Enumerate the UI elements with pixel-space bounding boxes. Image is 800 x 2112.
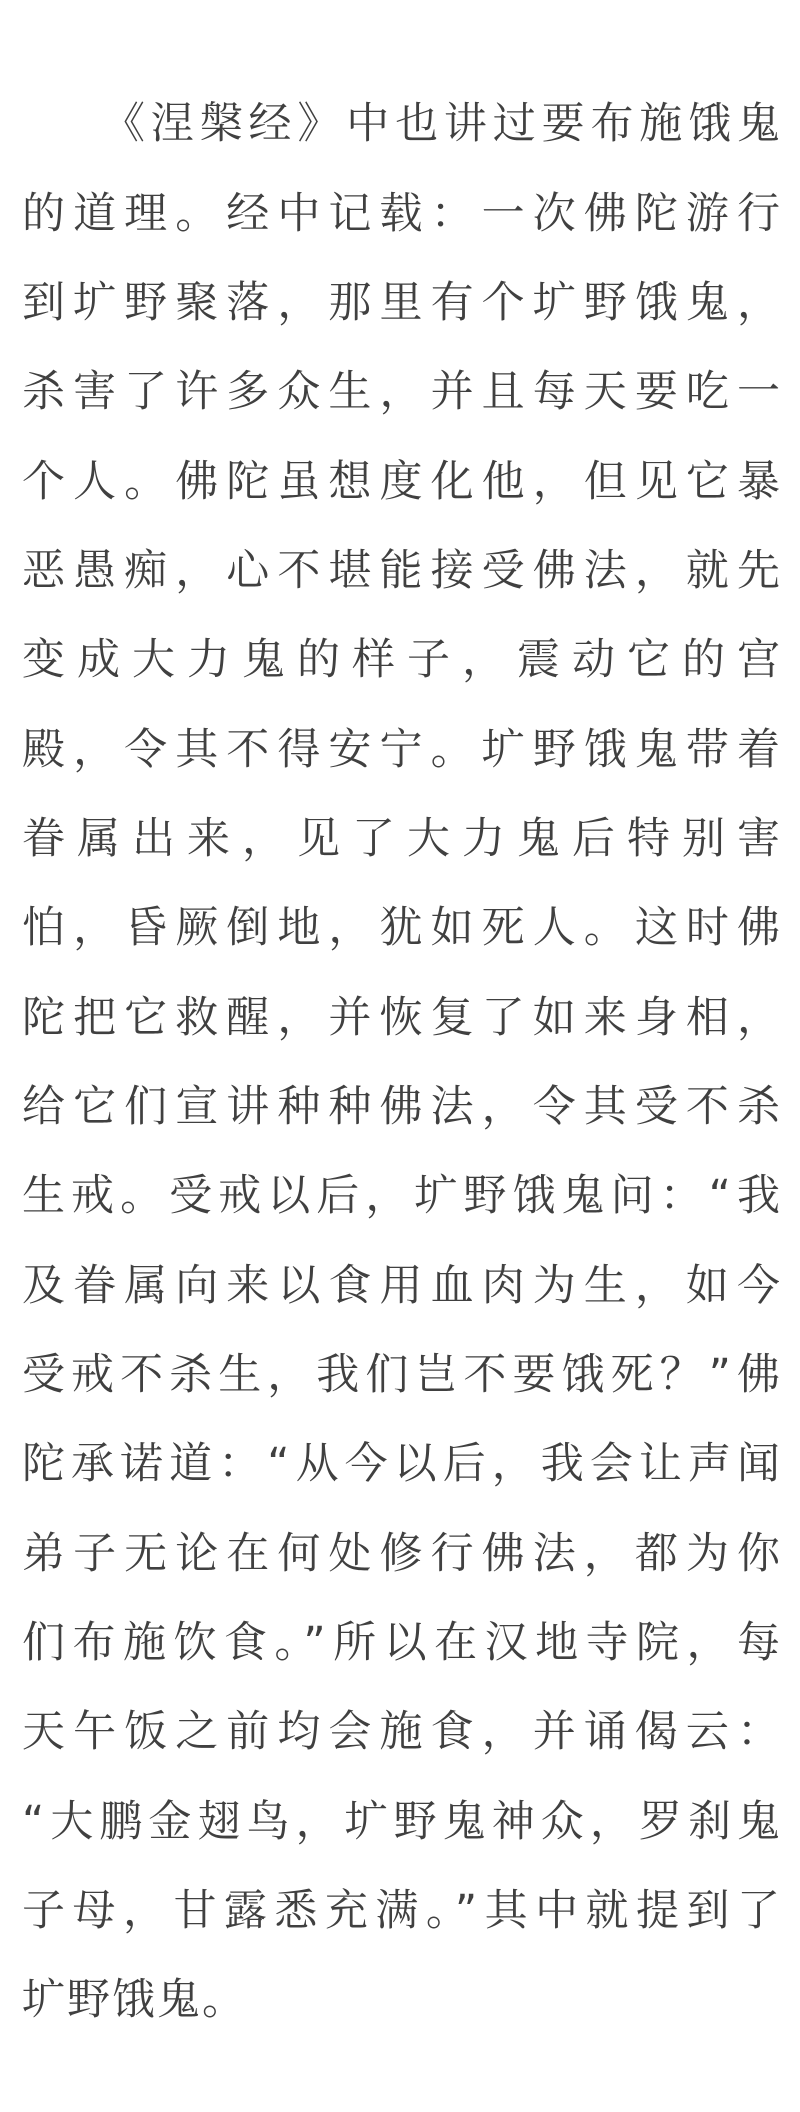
paragraph-line: 怕，昏厥倒地，犹如死人。这时佛: [22, 903, 782, 953]
paragraph-line: 变成大力鬼的样子，震动它的宫: [22, 635, 782, 685]
paragraph-line: 弟子无论在何处修行佛法，都为你: [22, 1529, 782, 1579]
paragraph-line: 杀害了许多众生，并且每天要吃一: [22, 367, 782, 417]
paragraph-line: 个人。佛陀虽想度化他，但见它暴: [22, 457, 782, 507]
paragraph-line: 受戒不杀生，我们岂不要饿死？”佛: [22, 1350, 782, 1400]
paragraph-line: 们布施饮食。”所以在汉地寺院，每: [22, 1618, 782, 1668]
paragraph-line: 子母，甘露悉充满。”其中就提到了: [22, 1886, 782, 1936]
paragraph-line: 《涅槃经》中也讲过要布施饿鬼: [102, 99, 782, 149]
paragraph-line: 天午饭之前均会施食，并诵偈云：: [22, 1707, 782, 1757]
paragraph-line: 圹野饿鬼。: [22, 1975, 247, 2025]
paragraph-line: 给它们宣讲种种佛法，令其受不杀: [22, 1082, 782, 1132]
paragraph-line: “大鹏金翅鸟，圹野鬼神众，罗刹鬼: [22, 1797, 782, 1847]
paragraph-line: 陀承诺道：“从今以后，我会让声闻: [22, 1439, 782, 1489]
paragraph-line: 生戒。受戒以后，圹野饿鬼问：“我: [22, 1171, 782, 1221]
paragraph-line: 殿，令其不得安宁。圹野饿鬼带着: [22, 725, 782, 775]
paragraph-line: 及眷属向来以食用血肉为生，如今: [22, 1261, 782, 1311]
paragraph-line: 的道理。经中记载：一次佛陀游行: [22, 189, 782, 239]
paragraph-line: 陀把它救醒，并恢复了如来身相，: [22, 993, 782, 1043]
paragraph-line: 眷属出来，见了大力鬼后特别害: [22, 814, 782, 864]
paragraph-line: 恶愚痴，心不堪能接受佛法，就先: [22, 546, 782, 596]
paragraph-line: 到圹野聚落，那里有个圹野饿鬼，: [22, 278, 782, 328]
